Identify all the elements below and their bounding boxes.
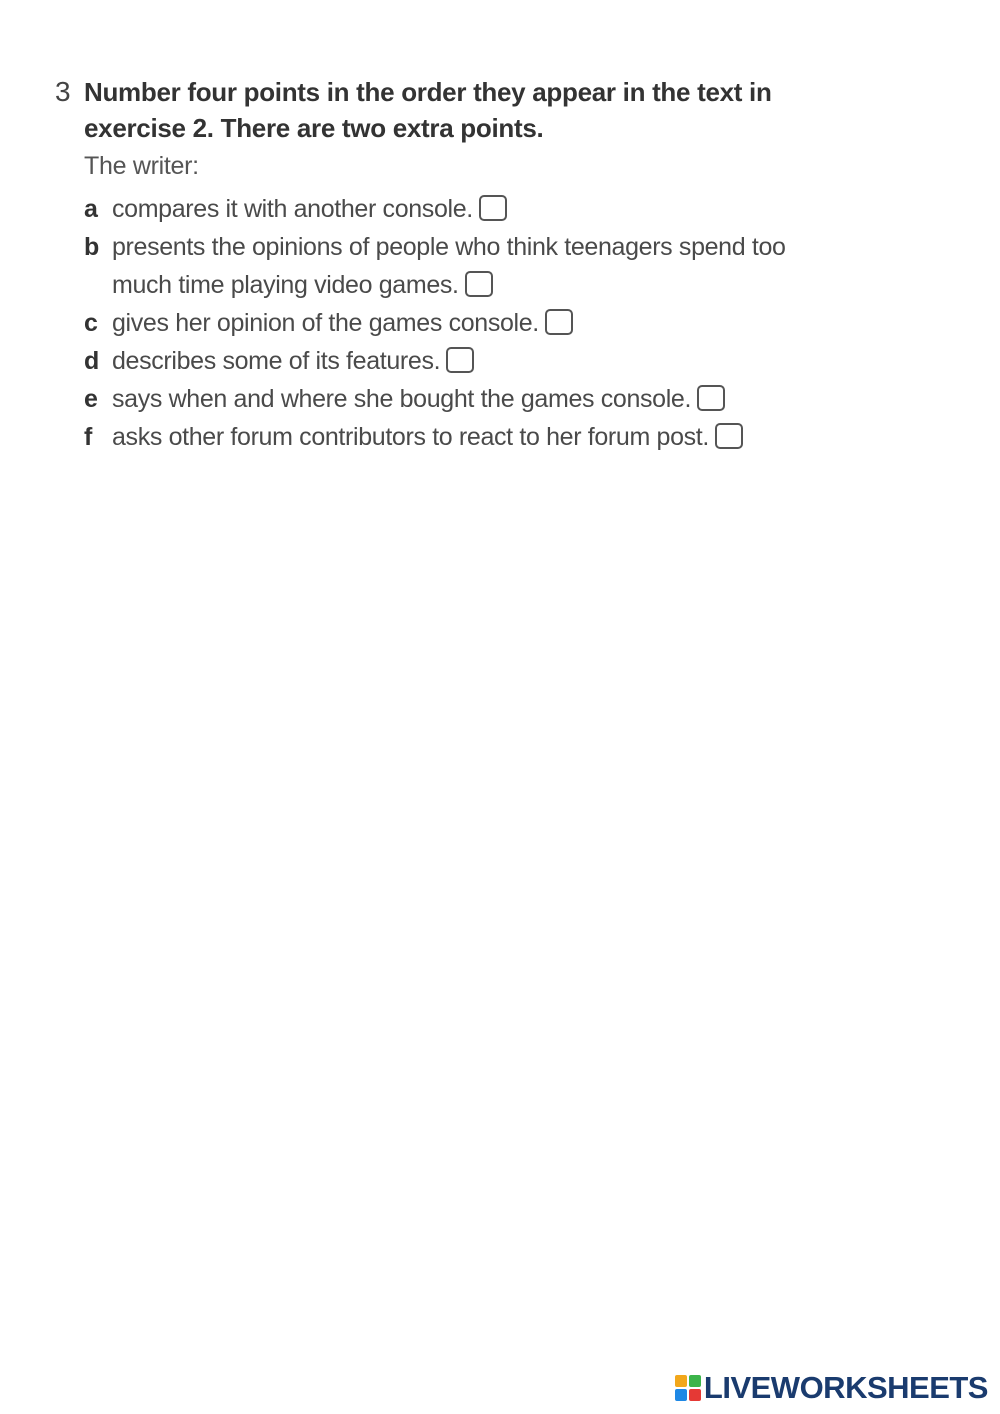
list-item-c (84, 304, 814, 342)
item-letter: e (84, 385, 98, 413)
exercise-number: 3 (55, 76, 71, 107)
item-text: describes some of its features. (112, 347, 441, 375)
item-text: presents the opinions of people who think teenagers spend too much time playing video games. (112, 233, 786, 299)
item-letter: a (84, 195, 98, 223)
exercise-instructions: Number four points in the order they appear in the text in exercise 2. There are two extra points. (84, 77, 772, 143)
answer-box-a[interactable] (479, 195, 507, 221)
logo-square-4 (689, 1389, 701, 1401)
list-item-d (84, 342, 814, 380)
item-letter: f (84, 423, 92, 451)
logo-icon (675, 1375, 701, 1401)
item-text: asks other forum contributors to react to her forum post. (112, 423, 709, 451)
exercise-intro: The writer: (84, 152, 199, 180)
liveworksheets-logo (675, 1370, 988, 1406)
answer-box-e[interactable] (697, 385, 725, 411)
item-text: says when and where she bought the games console. (112, 385, 692, 413)
answer-list (84, 190, 814, 456)
list-item-b (84, 228, 814, 304)
answer-box-b[interactable] (465, 271, 493, 297)
item-letter: b (84, 233, 99, 261)
logo-square-2 (689, 1375, 701, 1387)
logo-square-3 (675, 1389, 687, 1401)
list-item-f (84, 418, 814, 456)
logo-square-1 (675, 1375, 687, 1387)
item-letter: c (84, 309, 98, 337)
list-item-a (84, 190, 814, 228)
answer-box-f[interactable] (715, 423, 743, 449)
answer-box-d[interactable] (446, 347, 474, 373)
item-text: compares it with another console. (112, 195, 473, 223)
list-item-e (84, 380, 814, 418)
logo-text: LIVEWORKSHEETS (703, 1370, 988, 1405)
item-letter: d (84, 347, 99, 375)
answer-box-c[interactable] (545, 309, 573, 335)
item-text: gives her opinion of the games console. (112, 309, 539, 337)
